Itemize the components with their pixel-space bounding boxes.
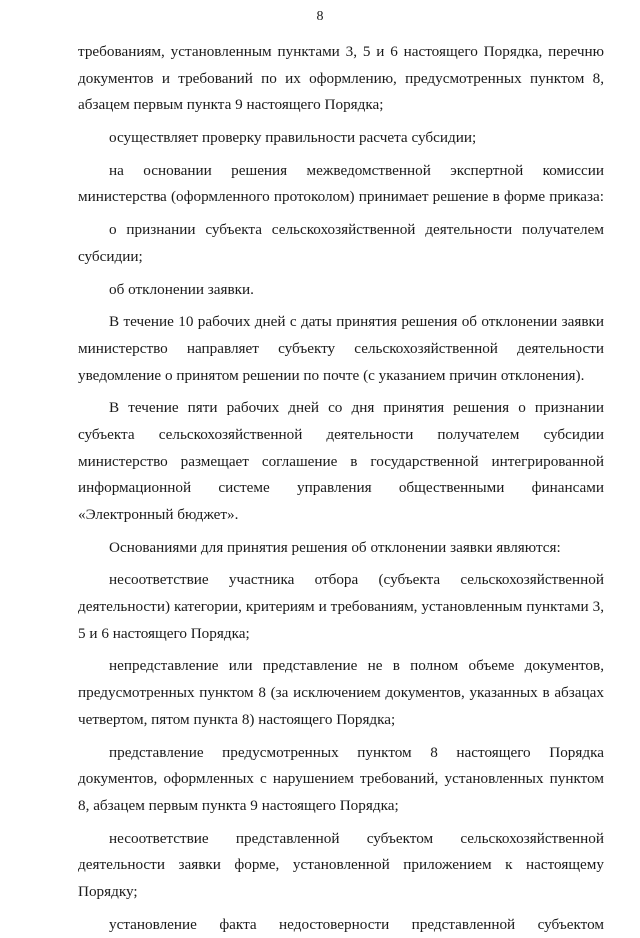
text-line: абзацем первым пункта 9 настоящего Порядка; <box>78 96 384 114</box>
text-line: В течение 10 рабочих дней с даты принятия решения об отклонении заявки <box>109 313 604 331</box>
text-line: В течение пяти рабочих дней со дня принятия решения о признании <box>109 399 604 417</box>
text-line: документов и требований по их оформлению, предусмотренных пунктом 8, <box>78 69 604 87</box>
text-line: министерства (оформленного протоколом) принимает решение в форме приказа: <box>78 188 604 206</box>
text-line: 5 и 6 настоящего Порядка; <box>78 624 250 642</box>
text-line: документов, оформленных с нарушением требований, установленных пунктом <box>78 770 604 788</box>
text-line: представление предусмотренных пунктом 8 настоящего Порядка <box>109 743 604 761</box>
text-line: установление факта недостоверности представленной субъектом <box>109 915 604 933</box>
text-line: осуществляет проверку правильности расчета субсидии; <box>109 129 477 147</box>
text-line: четвертом, пятом пункта 8) настоящего Порядка; <box>78 710 396 728</box>
text-line: несоответствие участника отбора (субъекта сельскохозяйственной <box>109 571 604 589</box>
text-line: Порядку; <box>78 882 138 900</box>
page-number: 8 <box>316 9 324 24</box>
text-line: деятельности) категории, критериям и требованиям, установленным пунктами 3, <box>78 598 604 616</box>
text-line: деятельности заявки форме, установленной приложением к настоящему <box>78 856 604 874</box>
text-line: непредставление или представление не в полном объеме документов, <box>109 657 604 675</box>
text-line: на основании решения межведомственной экспертной комиссии <box>109 161 604 179</box>
text-line: Основаниями для принятия решения об отклонении заявки являются: <box>109 538 561 556</box>
document-body <box>78 39 604 938</box>
text-line: об отклонении заявки. <box>109 280 254 298</box>
text-line: министерство направляет субъекту сельскохозяйственной деятельности <box>78 339 604 357</box>
text-line: «Электронный бюджет». <box>78 506 239 523</box>
text-line: субъекта сельскохозяйственной деятельности получателем субсидии <box>78 425 604 443</box>
text-line: 8, абзацем первым пункта 9 настоящего Порядка; <box>78 796 399 814</box>
text-line: информационной системе управления общественными финансами <box>78 479 604 497</box>
text-line: о признании субъекта сельскохозяйственной деятельности получателем <box>109 221 604 239</box>
text-line: уведомление о принятом решении по почте (с указанием причин отклонения). <box>78 366 585 384</box>
text-line: несоответствие представленной субъектом сельскохозяйственной <box>109 829 604 847</box>
text-line: субсидии; <box>78 247 143 265</box>
text-line: предусмотренных пунктом 8 (за исключением документов, указанных в абзацах <box>78 684 604 702</box>
text-line: требованиям, установленным пунктами 3, 5 и 6 настоящего Порядка, перечню <box>78 43 604 60</box>
text-line: министерство размещает соглашение в государственной интегрированной <box>78 452 604 470</box>
